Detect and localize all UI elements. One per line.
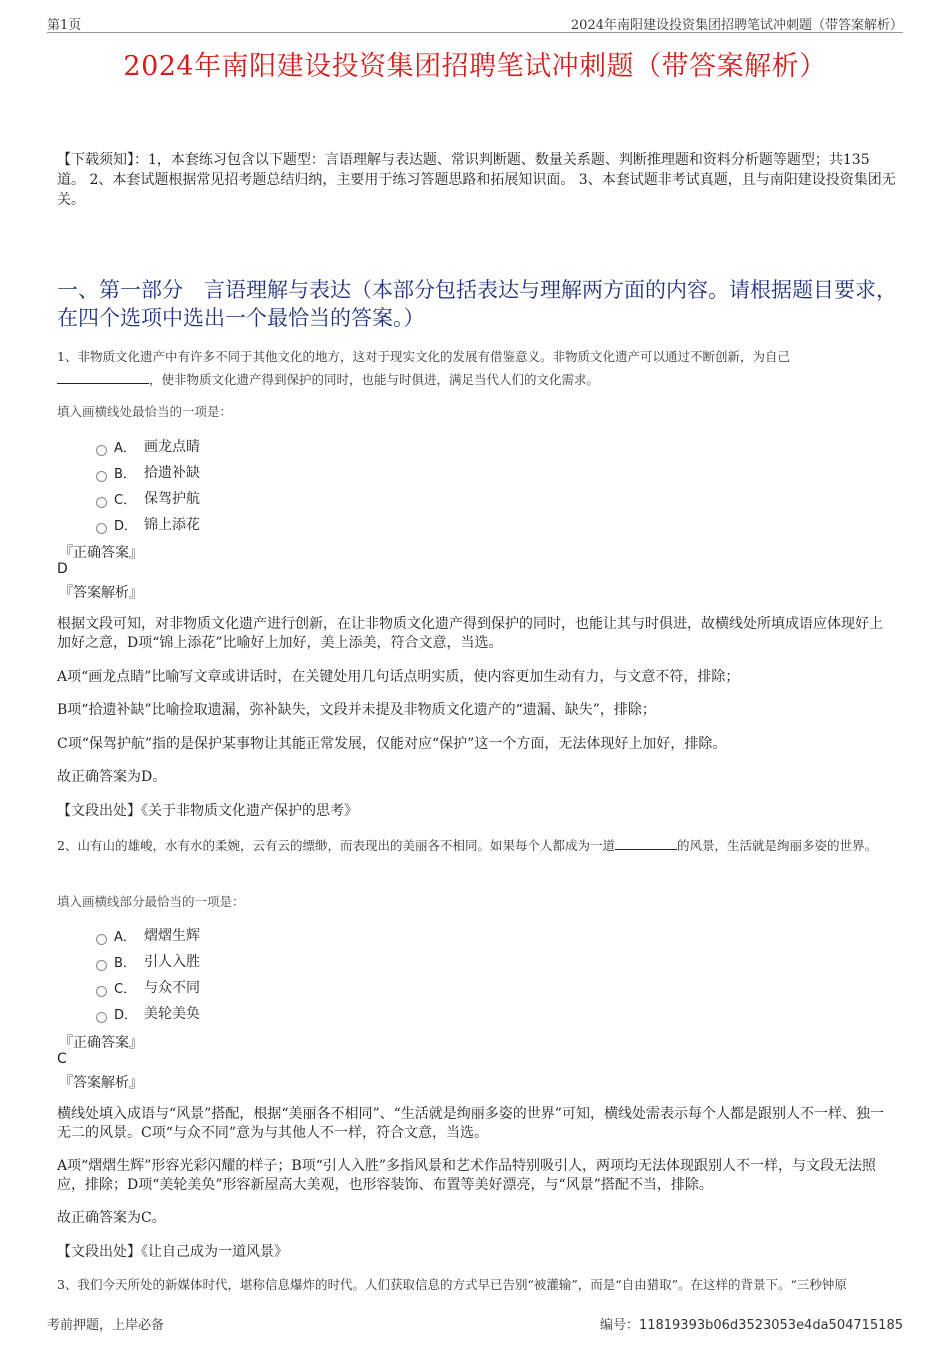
section-title: 一、第一部分 言语理解与表达（本部分包括表达与理解两方面的内容。请根据题目要求，在四个选项中选出一个最恰当的答案。） (57, 278, 897, 330)
footer-slogan: 考前押题，上岸必备 (47, 1318, 165, 1333)
analysis-paragraph: C项“保驾护航”指的是保护某事物让其能正常发展，仅能对应“保护”这一个方面，无法体现好上加好，排除。 (57, 736, 727, 752)
analysis-paragraph: 根据文段可知，对非物质文化遗产进行创新，在让非物质文化遗产得到保护的同时，也能让其与时俱进，故横线处所填成语应体现好上加好之意，D项“锦上添花”比喻好上加好，美上添美，符合文意，当选。 (57, 616, 883, 651)
radio-icon[interactable] (96, 960, 107, 971)
option-d[interactable]: D． 锦上添花 (96, 511, 200, 537)
analysis-conclusion: 故正确答案为D。 (57, 769, 167, 785)
radio-icon[interactable] (96, 934, 107, 945)
correct-answer-label: 『正确答案』 (59, 545, 143, 561)
footer-code (600, 1314, 903, 1333)
document-title: 2024年南阳建设投资集团招聘笔试冲刺题（带答案解析） (123, 51, 827, 82)
fill-blank-line (57, 371, 149, 384)
page-number: 第1页 (47, 18, 82, 33)
option-b[interactable]: B． 引人入胜 (96, 948, 200, 974)
passage-source: 【文段出处】《关于非物质文化遗产保护的思考》 (57, 803, 358, 819)
question-1-prompt: 填入画横线处最恰当的一项是： (57, 404, 233, 419)
analysis-label: 『答案解析』 (59, 1075, 143, 1091)
download-notice: 【下载须知】：1，本套练习包含以下题型：言语理解与表达题、常识判断题、数量关系题、判断推理题和资料分析题等题型；共135道。 2、本套试题根据常见招考题总结归纳，主要用于练习答题思路和拓展知识面。 3、本套试题非考试真题，且与南阳建设投资集团无关。 (57, 152, 896, 208)
correct-answer: C (57, 1051, 67, 1067)
radio-icon[interactable] (96, 523, 107, 534)
correct-answer: D (57, 561, 68, 577)
question-2-prompt: 填入画横线部分最恰当的一项是： (57, 894, 245, 909)
analysis-paragraph: A项“熠熠生辉”形容光彩闪耀的样子；B项“引人入胜”多指风景和艺术作品特别吸引人，两项均无法体现跟别人不一样，与文段无法照应，排除；D项“美轮美奂”形容新屋高大美观，也形容装饰、布置等美好漂亮，与“风景”搭配不当，排除。 (57, 1158, 877, 1193)
question-1-options (96, 433, 200, 537)
analysis-paragraph: 横线处填入成语与“风景”搭配，根据“美丽各不相同”、“生活就是绚丽多姿的世界”可知，横线处需表示每个人都是跟别人不一样、独一无二的风景。C项“与众不同”意为与其他人不一样，符合文意，当选。 (57, 1106, 884, 1141)
analysis-label: 『答案解析』 (59, 585, 143, 601)
option-b[interactable]: B． 拾遗补缺 (96, 459, 200, 485)
analysis-paragraph: A项“画龙点睛”比喻写文章或讲话时，在关键处用几句话点明实质，使内容更加生动有力，与文意不符，排除； (57, 669, 740, 685)
option-a[interactable]: A． 熠熠生辉 (96, 922, 200, 948)
question-1-stem-part2: ，使非物质文化遗产得到保护的同时，也能与时俱进，满足当代人们的文化需求。 (149, 372, 600, 387)
fill-blank-line (615, 837, 677, 850)
question-2-options (96, 922, 200, 1026)
footer-code-value: 11819393b06d3523053e4da504715185 (638, 1318, 903, 1333)
option-d[interactable]: D． 美轮美奂 (96, 1000, 200, 1026)
option-c[interactable]: C． 与众不同 (96, 974, 200, 1000)
radio-icon[interactable] (96, 471, 107, 482)
header-doc-title: 2024年南阳建设投资集团招聘笔试冲刺题（带答案解析） (570, 18, 903, 33)
question-2-stem-part2: 的风景，生活就是绚丽多姿的世界。 (676, 838, 877, 853)
radio-icon[interactable] (96, 1012, 107, 1023)
footer-code-label: 编号： (599, 1318, 639, 1333)
radio-icon[interactable] (96, 497, 107, 508)
correct-answer-label: 『正确答案』 (59, 1035, 143, 1051)
passage-source: 【文段出处】《让自己成为一道风景》 (57, 1244, 288, 1260)
question-1-stem-part1: 1、非物质文化遗产中有许多不同于其他文化的地方，这对于现实文化的发展有借鉴意义。非物质文化遗产可以通过不断创新，为自己 (57, 349, 790, 364)
page-header (47, 12, 903, 33)
question-3-stem: 3、我们今天所处的新媒体时代，堪称信息爆炸的时代。人们获取信息的方式早已告别“被灌输”，而是“自由猎取”。在这样的背景下。“三秒钟原 (57, 1277, 847, 1292)
analysis-paragraph: B项“拾遗补缺”比喻捡取遗漏，弥补缺失，文段并未提及非物质文化遗产的“遗漏、缺失”，排除； (57, 702, 656, 718)
question-1-stem (57, 345, 897, 391)
radio-icon[interactable] (96, 986, 107, 997)
question-2-stem-part1: 2、山有山的雄峻，水有水的柔婉，云有云的缥缈，而表现出的美丽各不相同。如果每个人都成为一道 (57, 838, 615, 853)
question-2-stem (57, 834, 897, 857)
option-a[interactable]: A． 画龙点睛 (96, 433, 200, 459)
analysis-conclusion: 故正确答案为C。 (57, 1210, 166, 1226)
radio-icon[interactable] (96, 445, 107, 456)
option-c[interactable]: C． 保驾护航 (96, 485, 200, 511)
